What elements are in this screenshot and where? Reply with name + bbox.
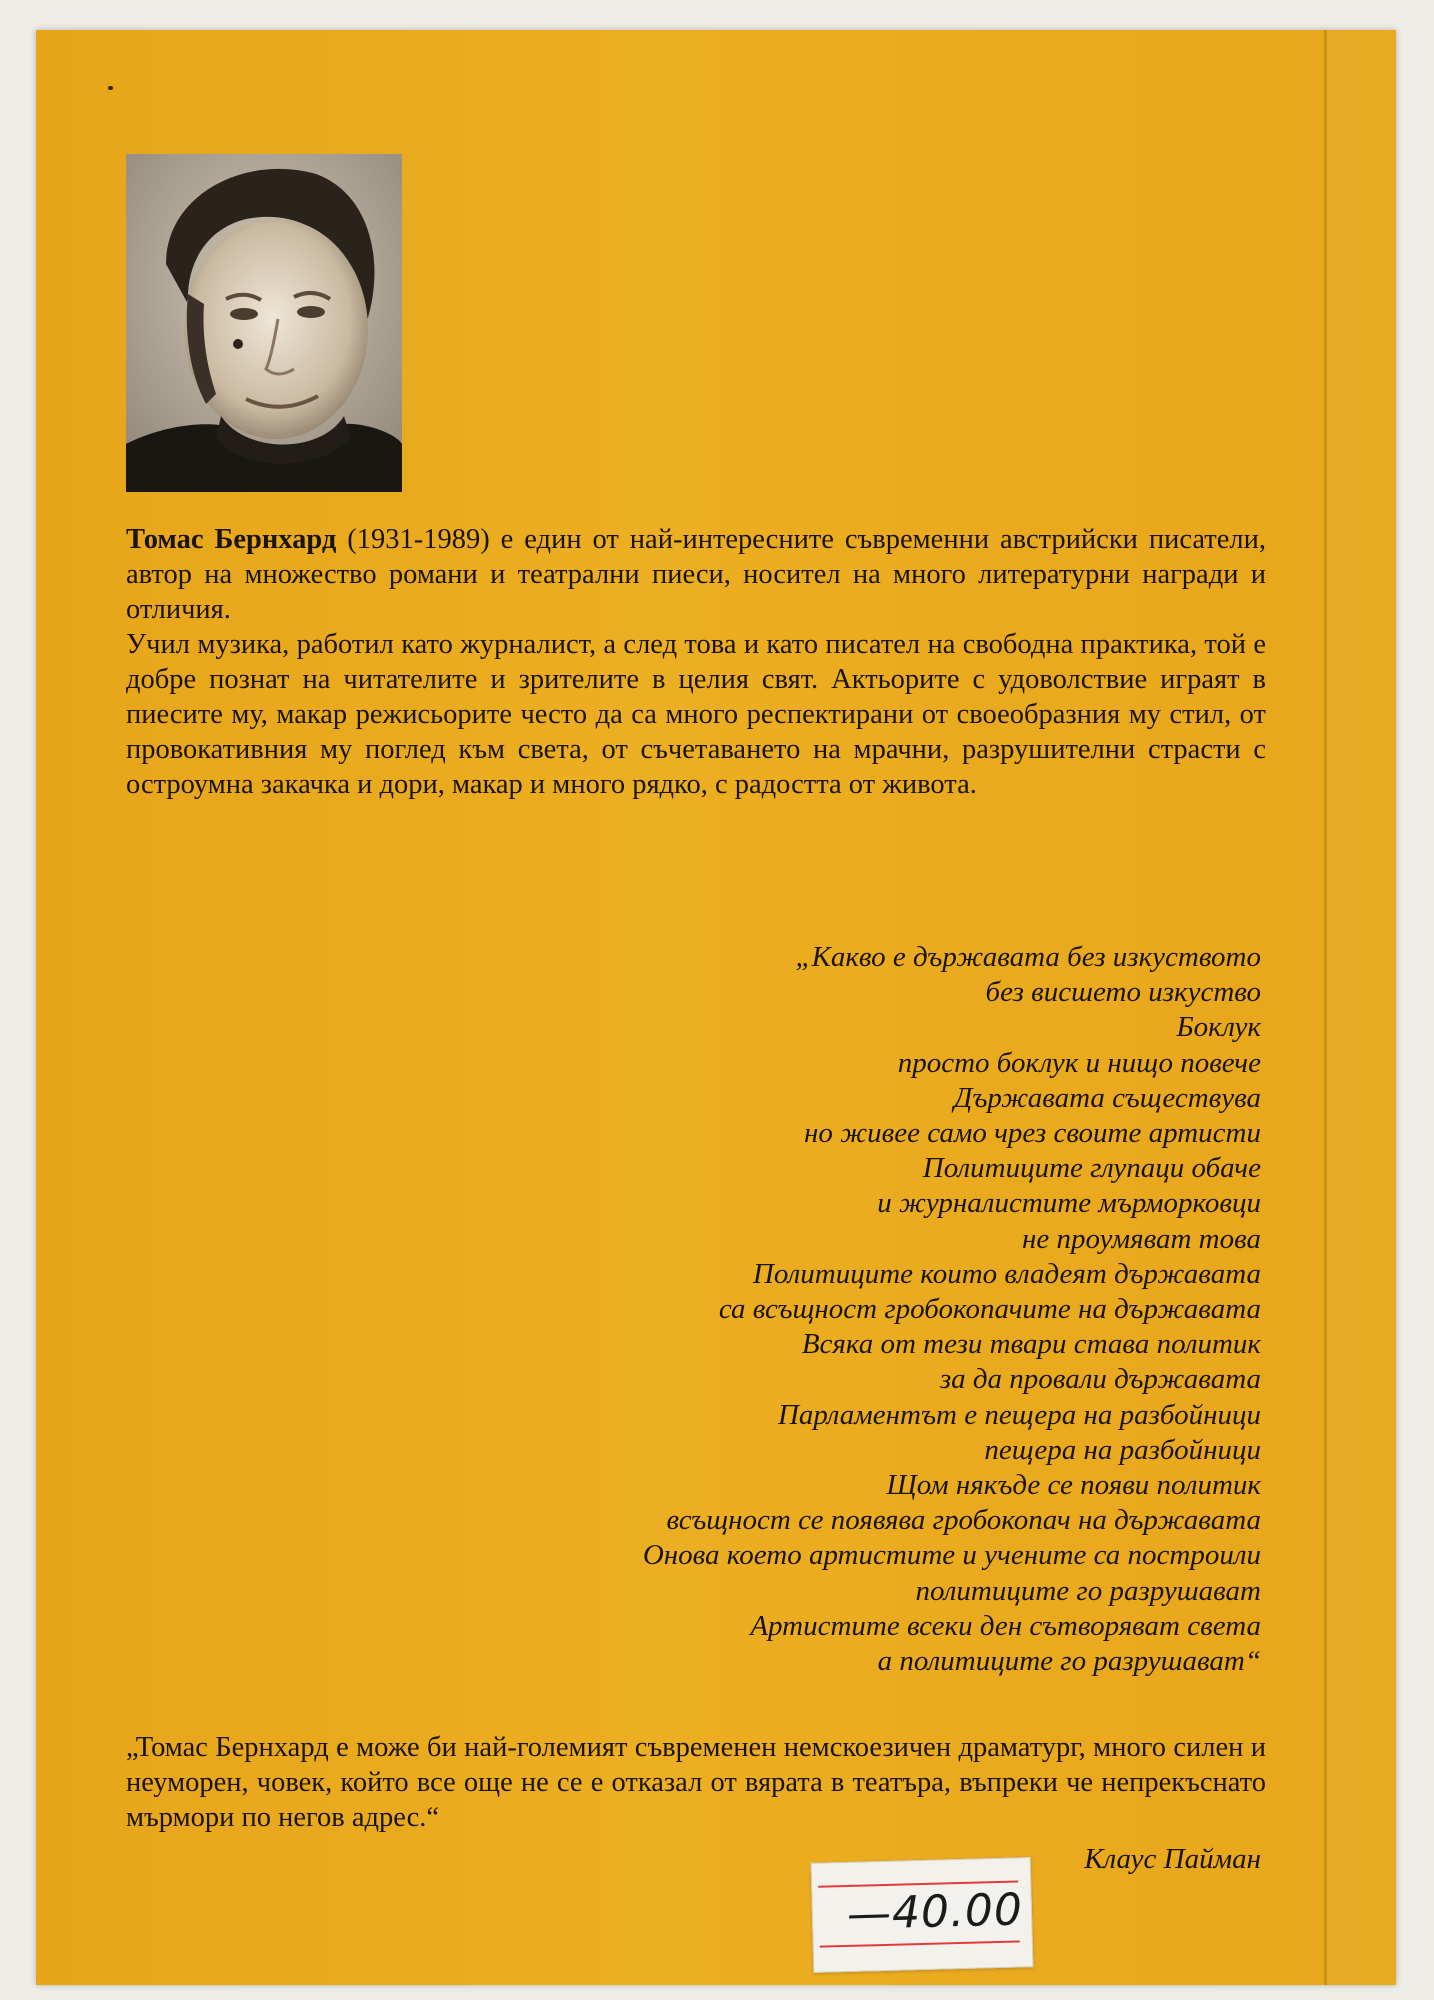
spine-area — [1327, 30, 1396, 1985]
poem-line: за да провали държавата — [939, 1363, 1261, 1396]
critic-quote — [126, 1730, 1266, 1835]
bio-paragraph-2: Учил музика, работил като журналист, а след това и като писател на свободна практика, той е добре познат на читателите и зрителите в целия свят. Актьорите с удоволствие играят в пиесите му, макар режисьорите често да са много респектирани от своеобразния му стил, от провокативния му поглед към света, от съчетаването на мрачни, разрушителни страсти с остроумна закачка и дори, макар и много рядко, с радостта от живота. — [126, 629, 1266, 800]
critic-quote-author: Клаус Пайман — [1084, 1843, 1261, 1875]
author-name: Томас Бернхард — [126, 524, 337, 555]
critic-quote-text: „Томас Бернхард е може би най-големият съвременен немскоезичен драматург, много силен и неуморен, човек, който все още не се е отказал от вярата в театъра, въпреки че непрекъснато мърмори по негов адрес.“ — [126, 1732, 1266, 1833]
poem-line: Държавата съществува — [953, 1081, 1261, 1114]
poem-line: просто боклук и нищо повече — [897, 1046, 1261, 1079]
price-sticker — [811, 1857, 1034, 1973]
cover-mark — [108, 86, 113, 90]
poem-line: всъщност се появява гробокопач на държавата — [666, 1504, 1261, 1537]
poem-line: Парламентът е пещера на разбойници — [777, 1398, 1261, 1431]
poem-line: Всяка от тези твари става политик — [801, 1328, 1261, 1361]
spine-fold — [1324, 30, 1327, 1985]
poem-line: пещера на разбойници — [984, 1433, 1261, 1466]
poem-line: Онова което артистите и учените са построили — [642, 1539, 1261, 1572]
poem-line: не проумяват това — [1022, 1222, 1261, 1255]
bio-paragraph-1 — [126, 522, 1266, 627]
poem-line: а политиците го разрушават“ — [877, 1645, 1261, 1678]
author-portrait-photo — [126, 154, 402, 492]
price-label — [832, 1884, 1023, 1940]
portrait-illustration — [126, 154, 402, 492]
poem-line: без висшето изкуство — [985, 976, 1261, 1009]
price-value: 40.00 — [891, 1884, 1024, 1939]
author-bio — [126, 522, 1266, 802]
sticker-red-line-bottom — [820, 1940, 1020, 1947]
poem-line: „Какво е държавата без изкуството — [795, 941, 1261, 973]
poem-line: са всъщност гробокопачите на държавата — [718, 1293, 1261, 1326]
bio-paragraph-1-text: (1931-1989) е един от най-интересните съвременни австрийски писатели, автор на множество романи и театрални пиеси, носител на много литературни награди и отличия. — [126, 524, 1266, 625]
poem-line: но живее само чрез своите артисти — [804, 1117, 1261, 1150]
poem-line: Боклук — [1176, 1011, 1261, 1044]
poem-quote — [300, 940, 1261, 1679]
poem-line: Щом някъде се появи политик — [886, 1469, 1261, 1502]
price-dash: — — [846, 1887, 893, 1940]
poem-line: Политиците глупаци обаче — [922, 1152, 1261, 1185]
poem-line: Политиците които владеят държавата — [752, 1257, 1261, 1290]
poem-line: и журналистите мърморковци — [877, 1187, 1261, 1220]
poem-line: политиците го разрушават — [915, 1574, 1261, 1607]
poem-line: Артистите всеки ден сътворяват света — [750, 1609, 1261, 1642]
